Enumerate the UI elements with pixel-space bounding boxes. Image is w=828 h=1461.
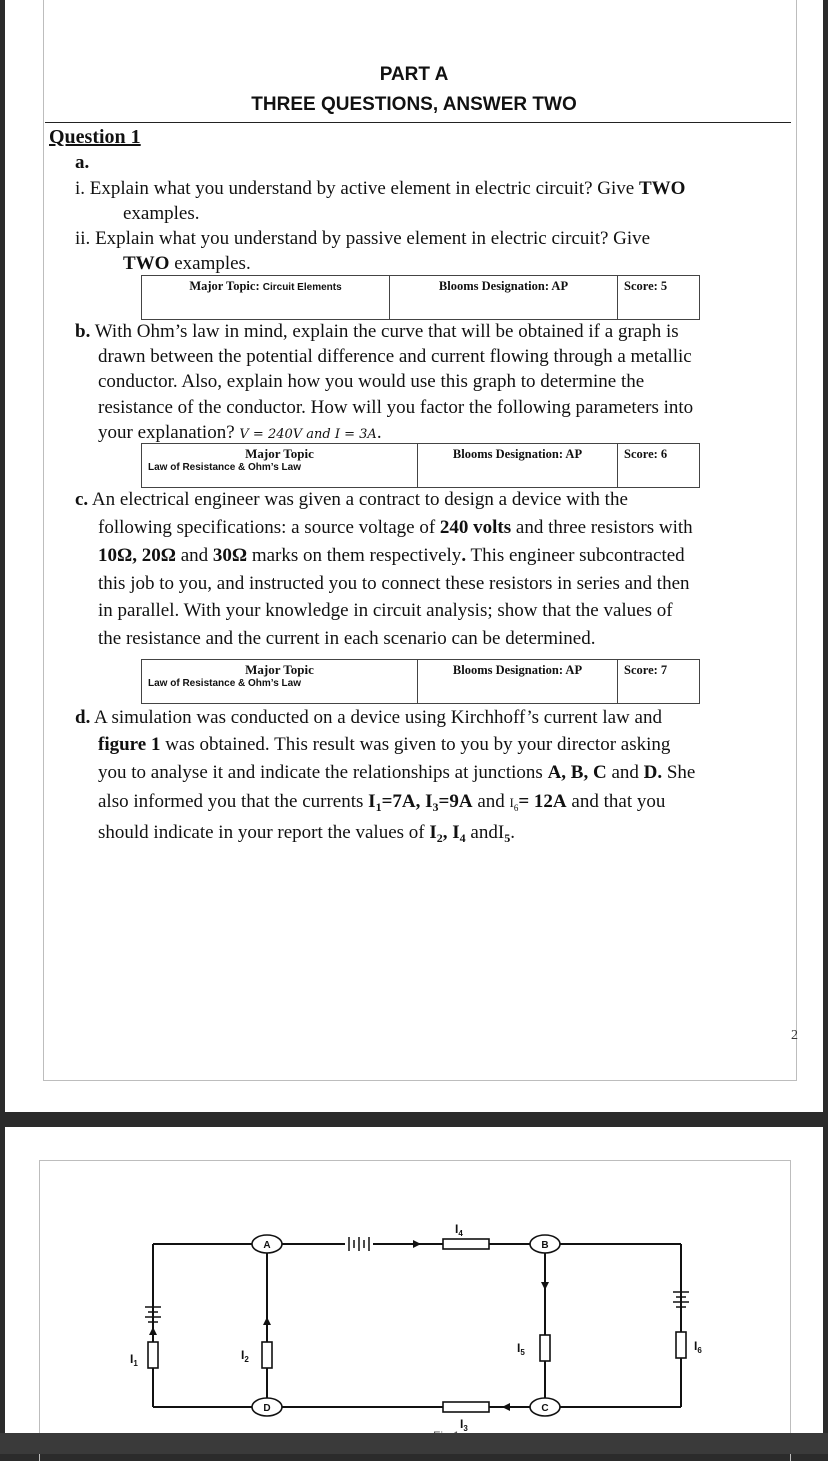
text: =9A	[438, 791, 473, 812]
topic-cell	[142, 444, 418, 488]
exam-page-2	[5, 1127, 823, 1433]
part-a-ii-line1	[75, 226, 650, 251]
part-c-info-box	[141, 659, 700, 704]
text: I	[368, 791, 376, 812]
resistor-I2	[262, 1342, 272, 1368]
part-c-line1	[75, 487, 628, 512]
text: This engineer subcontracted	[466, 545, 685, 566]
bold-text: .	[461, 545, 467, 566]
part-d-line3	[98, 760, 695, 785]
score-cell: Score: 7	[618, 660, 700, 704]
part-title: PART A	[379, 64, 449, 85]
node-D-label: D	[263, 1403, 271, 1414]
label-I5: $I_5$	[517, 1341, 525, 1357]
arrow-icon	[263, 1317, 271, 1325]
node-C-label: C	[541, 1403, 549, 1414]
bold-text: D.	[643, 762, 663, 783]
text: A simulation was conducted on a device using Kirchhoff’s current law and	[94, 707, 662, 728]
part-b-line4: resistance of the conductor. How will you factor the following parameters into	[98, 397, 694, 418]
arrow-icon	[502, 1403, 510, 1411]
current-list	[429, 822, 465, 843]
text: I	[429, 822, 437, 843]
text: An electrical engineer was given a contract to design a device with the	[91, 489, 628, 510]
score-cell: Score: 6	[618, 444, 700, 488]
item-number: ii.	[75, 228, 91, 249]
bold-text: TWO	[639, 178, 686, 199]
part-c-line4: this job to you, and instructed you to connect these resistors in series and then	[98, 573, 690, 594]
battery-top	[349, 1237, 369, 1251]
subscript: 5	[504, 831, 511, 845]
subscript: 4	[459, 831, 466, 845]
bold-text: 10Ω, 20Ω	[98, 545, 176, 566]
text: your explanation?	[98, 422, 240, 443]
arrow-icon	[541, 1282, 549, 1290]
part-a-i-line2: examples.	[123, 203, 200, 224]
part-b-line2: drawn between the potential difference and current flowing through a metallic	[98, 346, 692, 367]
bloom-cell: Blooms Designation: AP	[418, 444, 618, 488]
topic-label: Major Topic:	[189, 279, 263, 293]
page-number: 2	[791, 1028, 798, 1043]
bloom-cell: Blooms Designation: AP	[418, 660, 618, 704]
formula: V = 240V and I = 3A	[239, 427, 377, 442]
label-I1: $I_1$	[130, 1352, 138, 1368]
item-number: i.	[75, 178, 86, 199]
text: and three resistors with	[511, 517, 693, 538]
subscript: 2	[436, 831, 443, 845]
part-a-info-box	[141, 275, 700, 320]
text: and	[472, 791, 510, 812]
text: also informed you that the currents	[98, 791, 369, 812]
bottom-bar	[0, 1433, 828, 1454]
topic-cell	[142, 660, 418, 704]
bold-text: figure 1	[98, 734, 161, 755]
text: and that you	[566, 791, 666, 812]
text: and	[606, 762, 644, 783]
header-divider	[45, 122, 791, 123]
resistor-I1	[148, 1342, 158, 1368]
resistor-I3	[443, 1402, 489, 1412]
part-d-line5	[98, 820, 515, 851]
part-d-label: d.	[75, 707, 91, 728]
text: She	[662, 762, 696, 783]
topic-name: Law of Resistance & Ohm’s Law	[148, 678, 302, 689]
bold-text: 240 volts	[439, 517, 512, 538]
text: should indicate in your report the values of	[98, 822, 430, 843]
part-d-line2	[98, 732, 670, 757]
bold-text: = 12A	[518, 791, 567, 812]
arrow-icon	[149, 1327, 157, 1335]
part-c-line2	[98, 515, 693, 540]
topic-cell	[142, 276, 390, 320]
part-d-line1	[75, 705, 662, 730]
text: Explain what you understand by passive element in electric circuit? Give	[95, 228, 651, 249]
score-cell: Score: 5	[618, 276, 700, 320]
part-c-line5: in parallel. With your knowledge in circuit analysis; show that the values of	[98, 600, 673, 621]
part-b-line3: conductor. Also, explain how you would use this graph to determine the	[98, 371, 645, 392]
node-A-label: A	[263, 1240, 271, 1251]
bold-text: A, B, C	[547, 762, 607, 783]
resistor-I5	[540, 1335, 550, 1361]
node-B-label: B	[541, 1240, 549, 1251]
text: examples.	[169, 253, 251, 274]
text: following specifications: a source voltage of	[98, 517, 440, 538]
text: was obtained. This result was given to you by your director asking	[160, 734, 671, 755]
bold-text: TWO	[123, 253, 170, 274]
part-b-info-box	[141, 443, 700, 488]
part-b-label: b.	[75, 321, 91, 342]
part-a-ii-line2	[123, 251, 251, 276]
resistor-I4	[443, 1239, 489, 1249]
label-I4: $I_4$	[455, 1222, 463, 1238]
bloom-cell: Blooms Designation: AP	[390, 276, 618, 320]
label-I6: $I_6$	[694, 1339, 702, 1355]
topic-label: Major Topic	[245, 662, 314, 677]
label-I2: $I_2$	[241, 1348, 249, 1364]
circuit-figure	[5, 1127, 823, 1433]
bold-text: 30Ω	[212, 545, 248, 566]
label-I3: $I_3$	[460, 1417, 468, 1433]
page-frame	[43, 0, 797, 1081]
part-d-line4	[98, 789, 665, 821]
text: .	[510, 822, 515, 843]
subscript: 1	[375, 800, 382, 814]
text: andI	[465, 822, 505, 843]
text: With Ohm’s law in mind, explain the curve that will be obtained if a graph is	[94, 321, 679, 342]
part-b-line1	[75, 319, 679, 344]
part-c-label: c.	[75, 489, 89, 510]
text: you to analyse it and indicate the relationships at junctions	[98, 762, 548, 783]
text: I	[509, 795, 514, 810]
current-I1	[368, 791, 472, 812]
text: and	[175, 545, 213, 566]
text: marks on them respectively	[247, 545, 462, 566]
question-heading: Question 1	[49, 126, 141, 148]
text: , I	[442, 822, 460, 843]
arrow-icon	[413, 1240, 421, 1248]
text: .	[376, 422, 382, 443]
topic-name: Law of Resistance & Ohm’s Law	[148, 462, 302, 473]
part-c-line3	[98, 543, 685, 568]
resistor-I6	[676, 1332, 686, 1358]
topic-name: Circuit Elements	[262, 282, 342, 293]
text: Explain what you understand by active element in electric circuit? Give	[89, 178, 639, 199]
subscript: 3	[432, 800, 439, 814]
part-a-label: a.	[75, 152, 90, 173]
topic-label: Major Topic	[245, 446, 314, 461]
part-a-i-line1	[75, 176, 685, 201]
text: =7A, I	[381, 791, 433, 812]
subscript: 6	[513, 803, 519, 813]
part-c-line6: the resistance and the current in each scenario can be determined.	[98, 628, 596, 649]
part-instruction: THREE QUESTIONS, ANSWER TWO	[251, 94, 577, 115]
